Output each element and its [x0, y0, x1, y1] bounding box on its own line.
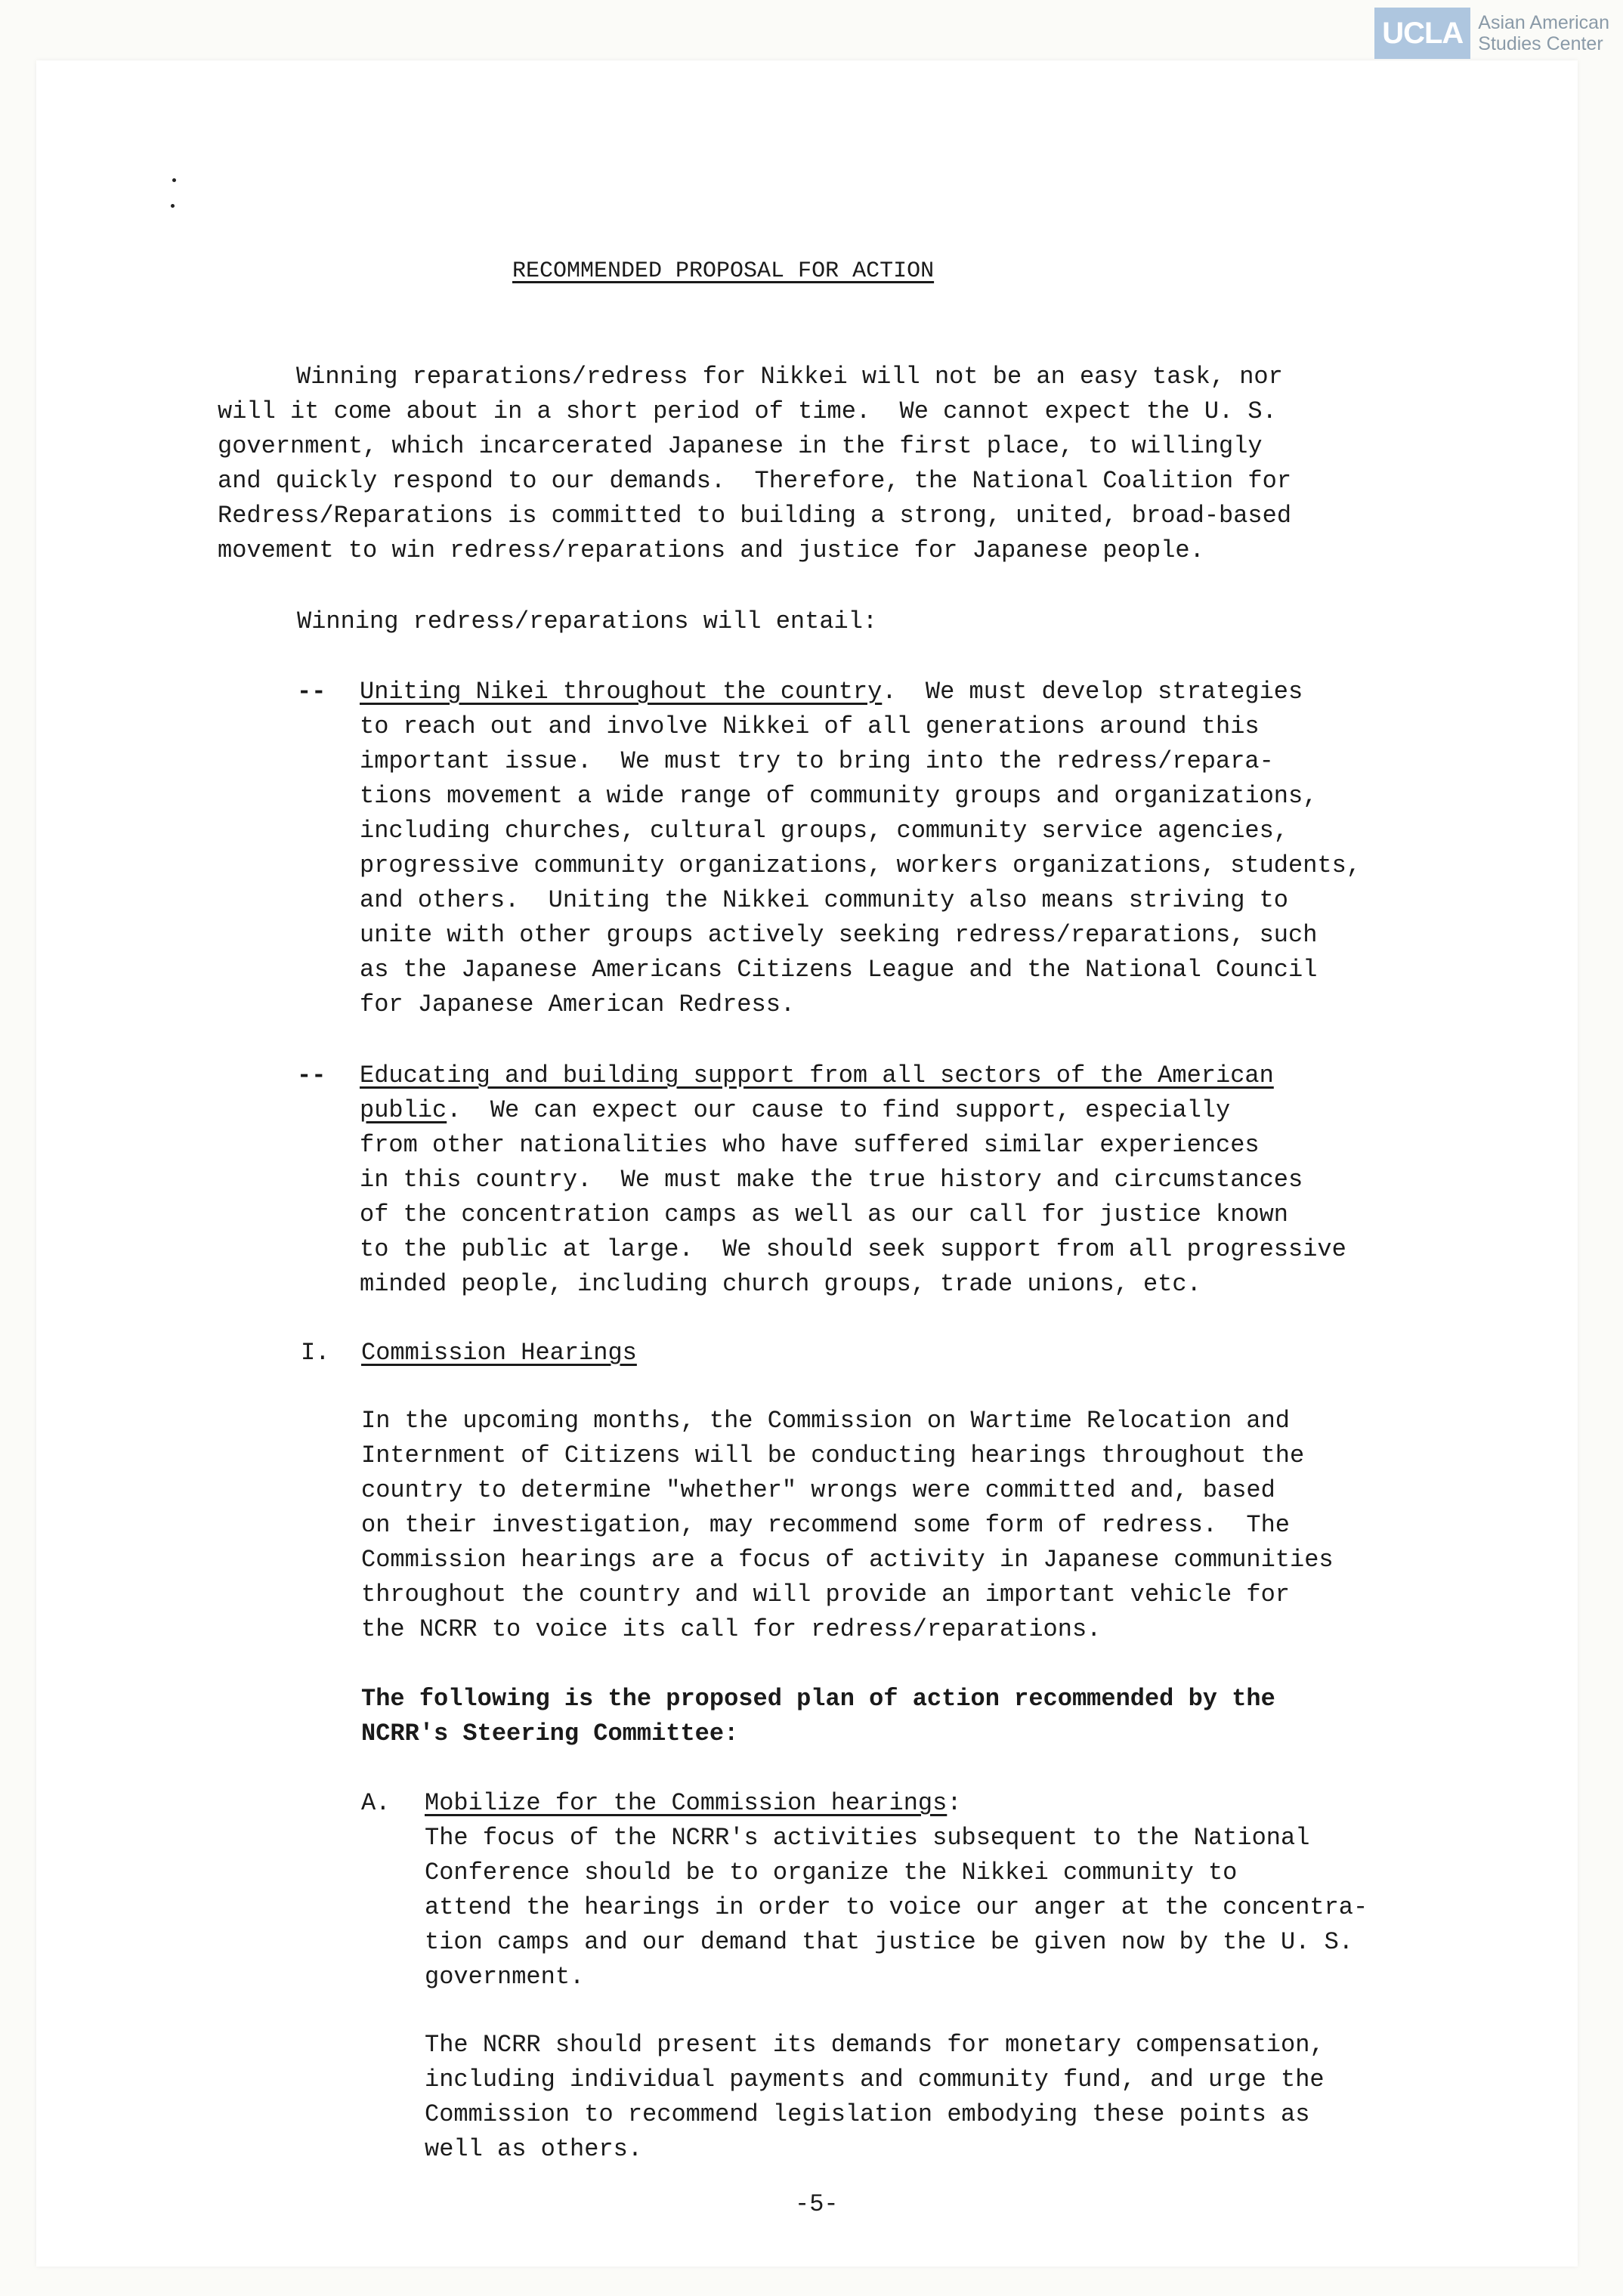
section-number: I.: [301, 1339, 330, 1367]
subsection-heading: [425, 1786, 962, 1821]
entail-intro: Winning redress/reparations will entail:: [297, 607, 878, 635]
subsection-letter: A.: [361, 1789, 391, 1817]
logo-line-1: Asian American: [1478, 12, 1609, 33]
subsection-paragraph-1: The focus of the NCRR's activities subsequent to the National Conference should be to organize the Nikkei community to attend the hearings in order to voice our anger at the concentra- tion camps and our demand that justice be given now by the U. S. government.: [425, 1824, 1368, 1991]
bullet-uniting-heading: Uniting Nikei throughout the country: [360, 678, 883, 706]
logo-caption: [1478, 12, 1609, 54]
document-title: RECOMMENDED PROPOSAL FOR ACTION: [512, 258, 935, 284]
scan-speck: [172, 178, 176, 182]
ucla-logo: [1374, 8, 1609, 59]
page-number: -5-: [795, 2190, 839, 2218]
bullet-educating-heading-line1: Educating and building support from all sectors of the American: [360, 1061, 1274, 1089]
intro-paragraph: Winning reparations/redress for Nikkei will not be an easy task, nor will it come about in a short period of time. We cannot expect the U. S. government, which incarcerated Japanese in the first place, to willingly and quickly respond to our demands. Therefore, the National Coalition for Redress/Reparations is committed to building a strong, united, broad-based movement to win redress/reparations and justice for Japanese people.: [218, 363, 1292, 564]
bullet-educating-text: . We can expect our cause to find support, especially from other nationalities who have suffered similar experiences in this country. We must make the true history and circumstances of the concentration camps as well as our call for justice known to the public at large. We should seek support from all progressive minded people, including church groups, trade unions, etc.: [360, 1096, 1346, 1298]
bullet-uniting: [360, 675, 1361, 1022]
section-paragraph-2: The following is the proposed plan of action recommended by the NCRR's Steering Committee:: [361, 1685, 1275, 1747]
bullet-educating: [360, 1058, 1346, 1302]
section-heading: Commission Hearings: [361, 1339, 637, 1367]
bullet-dash: --: [297, 678, 326, 706]
subsection-heading-text: Mobilize for the Commission hearings: [425, 1789, 948, 1817]
bullet-educating-heading-line2: public: [360, 1096, 447, 1124]
subsection-heading-colon: :: [947, 1789, 962, 1817]
subsection-paragraph-2: The NCRR should present its demands for monetary compensation, including individual payments and community fund, and urge the Commission to recommend legislation embodying these points as well as others.: [425, 2031, 1325, 2163]
scan-speck: [171, 204, 175, 208]
section-paragraph-1: In the upcoming months, the Commission on Wartime Relocation and Internment of Citizens will be conducting hearings throughout the country to determine "whether" wrongs were committed and, based on their investigation, may recommend some form of redress. The Commission hearings are a focus of activity in Japanese communities throughout the country and will provide an important vehicle for the NCRR to voice its call for redress/reparations.: [361, 1407, 1334, 1643]
logo-line-2: Studies Center: [1478, 33, 1603, 54]
bullet-dash: --: [297, 1061, 326, 1089]
bullet-uniting-text: . We must develop strategies to reach out and involve Nikkei of all generations around this important issue. We must try to bring into the redress/repara- tions movement a wide range of community groups and organizations, including churches, cultural groups, community service agencies, progressive community organizations, workers organizations, students, and others. Uniting the Nikkei community also means striving to unite with other groups actively seeking redress/reparations, such as the Japanese Americans Citizens League and the National Council for Japanese American Redress.: [360, 678, 1362, 1018]
ucla-logo-mark: UCLA: [1374, 8, 1470, 59]
